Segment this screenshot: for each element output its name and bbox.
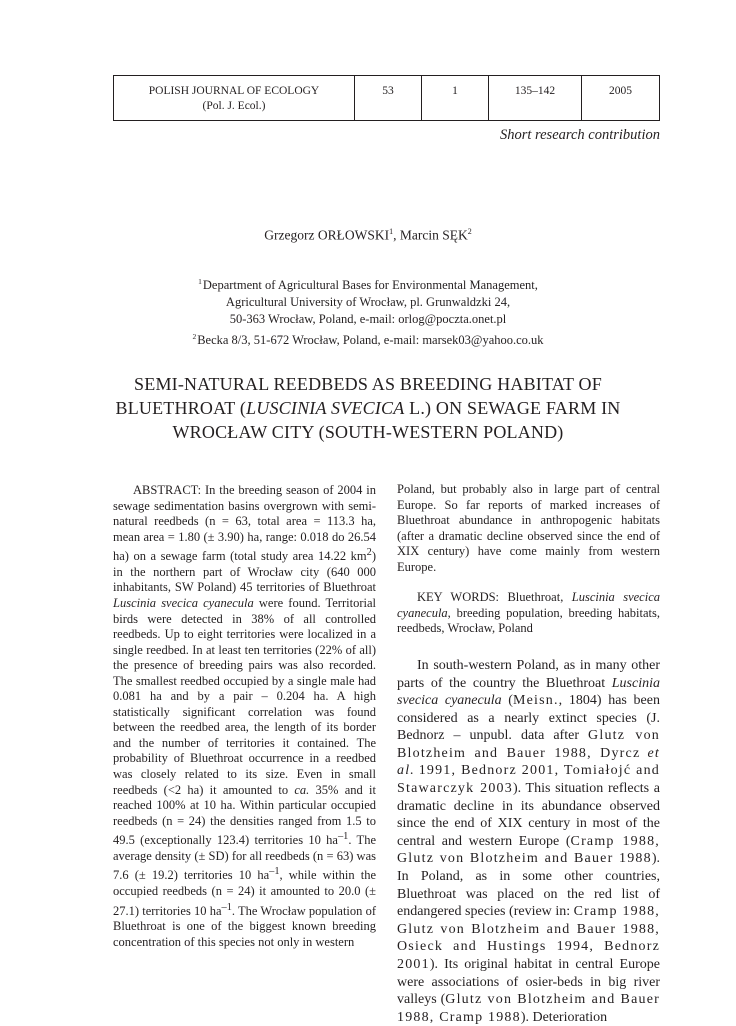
title-line-2 xyxy=(0,396,736,420)
volume-cell: 53 xyxy=(355,76,422,121)
abstract-text-3: were found. Territorial birds were detected in 38% of all controlled reedbeds. Up to eight territories were localized in a single reedbed. In at least ten territories (22% of all) the presence of breeding pairs was also recorded. The smallest reedbed occupied by a single male had 0.081 ha and by a pair – 0.204 ha. A high statistically significant correlation was found between the reedbed area, the length of its border and the number of territories it contained. The probability of Bluethroat occurrence in a reedbed was closely related to its size. Even in small reedbeds (<2 ha) it amounted to xyxy=(113,595,376,797)
title-line-3: WROCŁAW CITY (SOUTH-WESTERN POLAND) xyxy=(172,422,564,442)
body-text-6: ). This situation reflects a dramatic decline in its abundance observed since the end of XIX century in most of the central and western Europe ( xyxy=(397,781,660,849)
affiliation-1-line-2: Agricultural University of Wrocław, pl. Grunwaldzki 24, xyxy=(225,295,511,310)
right-column xyxy=(397,482,660,1026)
body-text-1: In south-western Poland, as in many other parts of the country the Bluethroat xyxy=(397,657,660,691)
abstract-ca: ca. xyxy=(294,782,310,797)
affiliation-1-mark: 1 xyxy=(198,277,202,286)
body-species: Luscinia svecica cyanecula xyxy=(397,675,660,709)
body-text-3: , 1804) has been considered as a nearly extinct species (J. Bednorz – unpubl. data after xyxy=(397,693,660,744)
left-column xyxy=(113,483,376,950)
abstract-text-4: 35% and it reached 100% at 10 ha. Within particular occupied reedbeds (n = 24) the densities ranged from 1.5 to 49.5 (exceptionally 123.4) territories 10 ha xyxy=(113,782,376,848)
abstract-continued-text xyxy=(397,482,660,575)
keywords-text-1: Bluethroat, xyxy=(499,590,572,605)
ref-1991: 1991, Bednorz 2001, Tomiałojć and Stawarczyk 2003 xyxy=(397,763,660,797)
author-1-affil-mark: 1 xyxy=(389,227,394,236)
title-line-1: SEMI-NATURAL REEDBEDS AS BREEDING HABITAT OF xyxy=(134,374,602,394)
affiliation-1-text-1: Department of Agricultural Bases for Environmental Management, xyxy=(202,278,538,293)
abstract-text-1: In the breeding season of 2004 in sewage sedimentation basins overgrown with semi-natural reedbeds (n = 63, total area = 113.3 ha, mean area = 1.80 (± 3.90) ha, range: 0.018 do 26.54 ha) on a sewage farm (total study area 14.22 km xyxy=(113,483,376,564)
affiliation-1-line-3: 50-363 Wrocław, Poland, e-mail: orlog@poczta.onet.pl xyxy=(229,312,507,327)
abstract-species: Luscinia svecica cyanecula xyxy=(113,595,254,610)
ref-glutz-2: Glutz von Blotzheim and Bauer 1988, Cramp 1988 xyxy=(397,992,660,1025)
author-2: Marcin SĘK xyxy=(399,227,468,243)
keywords-label: KEY WORDS: xyxy=(417,590,500,605)
abstract-sup-c: –1 xyxy=(221,901,232,913)
body-text-9: ). Deterioration xyxy=(520,1009,608,1025)
keywords-species: Luscinia svecica cyanecula xyxy=(397,590,661,620)
ref-meisn: Meisn. xyxy=(512,693,559,709)
abstract-text-5: . The average density (± SD) for all reedbeds (n = 63) was 7.6 (± 19.2) territories 10 ha xyxy=(113,833,376,883)
ref-glutz-1: Glutz von Blotzheim and Bauer 1988, Dyrcz xyxy=(397,728,661,761)
body-text-8: ). Its original habitat in central Europe were associations of osier-beds in big river valleys ( xyxy=(397,957,660,1008)
abstract-text-2: ) in the northern part of Wrocław city (640 000 inhabitants, SW Poland) 45 territories of Bluethroat xyxy=(113,549,376,595)
affiliation-2-text: Becka 8/3, 51-672 Wrocław, Poland, e-mail: marsek03@yahoo.co.uk xyxy=(197,333,544,348)
body-paragraph xyxy=(397,657,660,1026)
title-species-name: LUSCINIA SVECICA xyxy=(246,398,405,418)
author-2-affil-mark: 2 xyxy=(467,227,472,236)
affiliation-1-line-1 xyxy=(0,273,736,294)
journal-name: POLISH JOURNAL OF ECOLOGY xyxy=(148,85,320,97)
ref-et-al: et al. xyxy=(397,745,660,779)
ref-cramp-1: Cramp 1988, Glutz von Blotzheim and Bauer 1988 xyxy=(397,833,660,867)
title-line-2-pre: BLUETHROAT ( xyxy=(115,398,247,418)
author-separator: , xyxy=(393,227,400,243)
abstract-sup-b: –1 xyxy=(269,866,280,878)
ref-review: Cramp 1988, Glutz von Blotzheim and Bauer 1988, Osieck and Hustings 1994, Bednorz 2001 xyxy=(397,904,660,973)
affiliation-2-line-1 xyxy=(0,328,736,349)
year-cell: 2005 xyxy=(582,76,660,121)
abstract-text-6: , while within the occupied reedbeds (n = 24) it amounted to 20.0 (± 27.1) territories 10 ha xyxy=(113,868,376,918)
authors xyxy=(0,227,736,244)
affiliations xyxy=(0,273,736,349)
author-1: Grzegorz ORŁOWSKI xyxy=(264,227,390,243)
issue-cell: 1 xyxy=(422,76,489,121)
pages-cell: 135–142 xyxy=(489,76,582,121)
keywords-text-2: , breeding population, breeding habitats, reedbeds, Wrocław, Poland xyxy=(397,605,660,636)
body-text-7: ). In Poland, as in some other countries, Bluethroat was placed on the red list of endangered species (review in: xyxy=(397,851,660,920)
abstract-sup-a: –1 xyxy=(337,831,349,843)
journal-name-cell xyxy=(114,76,355,121)
keywords xyxy=(397,590,660,637)
body-text-2: ( xyxy=(501,693,513,709)
article-title xyxy=(0,372,736,444)
affiliation-2-mark: 2 xyxy=(192,332,197,342)
journal-header-table xyxy=(113,75,660,121)
abstract-label: ABSTRACT: xyxy=(133,483,202,497)
abstract-text-7: . The Wrocław population of Bluethroat is one of the biggest known breeding concentration of this species not only in western xyxy=(113,903,376,949)
contribution-type: Short research contribution xyxy=(499,127,660,143)
abstract-sup-km: 2 xyxy=(366,547,372,559)
abstract-continuation xyxy=(397,482,660,575)
journal-abbrev: (Pol. J. Ecol.) xyxy=(202,100,266,112)
title-line-2-post: L.) ON SEWAGE FARM IN xyxy=(404,398,621,418)
abstract-text-7-cont: Poland, but probably also in large part of central Europe. So far reports of marked increases of Bluethroat abundance in anthropogenic habitats (after a dramatic decline observed since the end of XIX century) have come mainly from western Europe. xyxy=(397,482,660,574)
abstract xyxy=(113,483,376,950)
